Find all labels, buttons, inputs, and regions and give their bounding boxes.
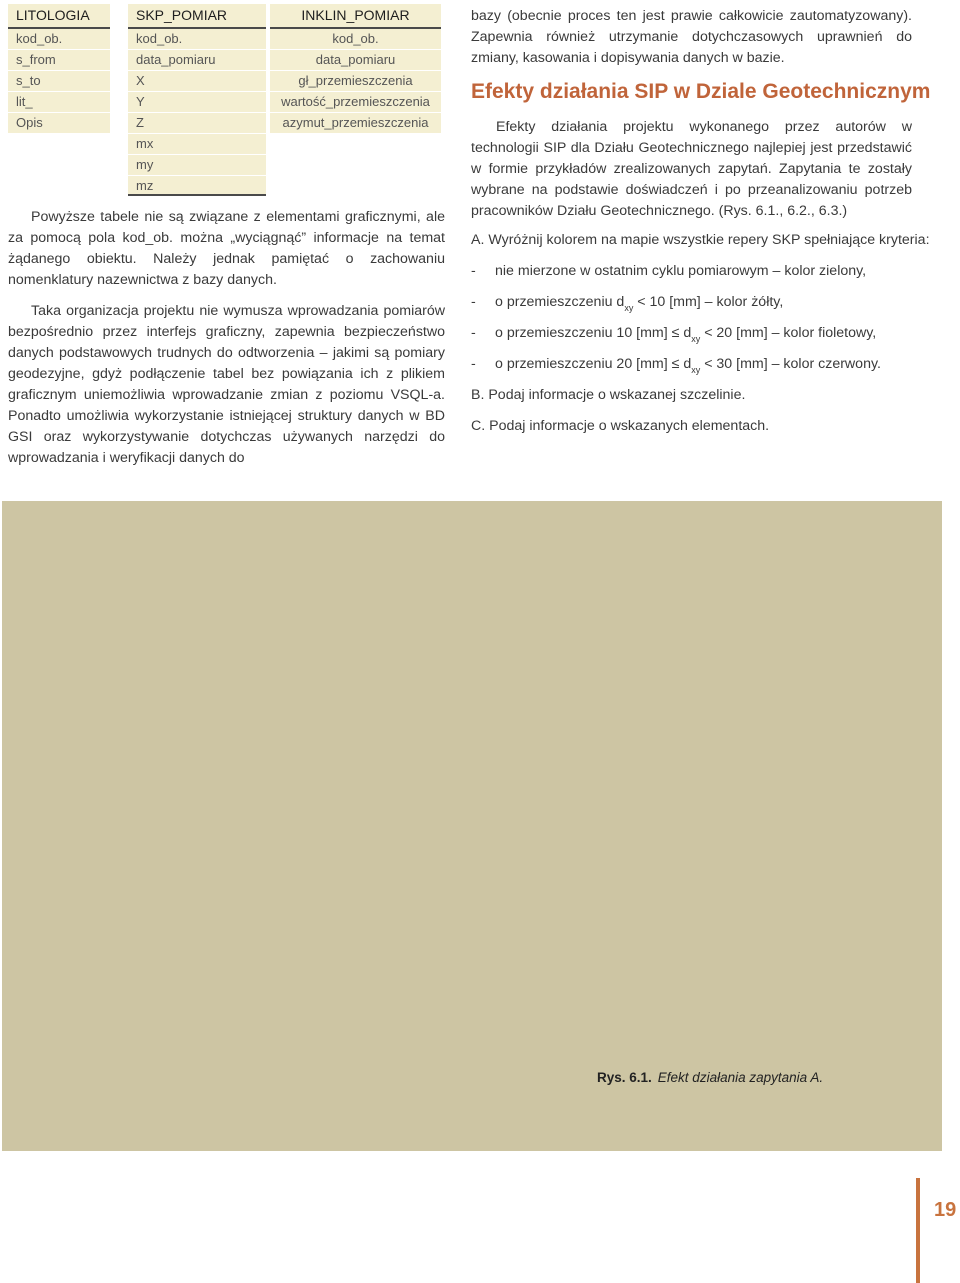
figure-caption-text: Efekt działania zapytania A.: [657, 1070, 824, 1085]
table-row: lit_: [8, 92, 110, 113]
figure-caption: [597, 1070, 823, 1085]
table-header: SKP_POMIAR: [128, 4, 266, 29]
criterion-text: o przemieszczeniu 10 [mm] ≤ d: [495, 325, 692, 341]
criterion-text: nie mierzone w ostatnim cyklu pomiarowym – kolor zielony,: [495, 263, 867, 279]
page-number: 19: [934, 1199, 957, 1221]
query-a: A. Wyróżnij kolorem na mapie wszystkie repery SKP spełniające kryteria:: [471, 232, 930, 248]
bullet-dash: -: [471, 325, 476, 341]
table-row: Y: [128, 92, 266, 113]
figure-map-placeholder: [2, 501, 942, 1151]
table-row: my: [128, 155, 266, 176]
criterion-item: [471, 294, 784, 313]
table-row: Opis: [8, 113, 110, 134]
bullet-dash: -: [471, 294, 476, 310]
table-row: s_from: [8, 50, 110, 71]
criterion-text: < 30 [mm] – kolor czerwony.: [700, 356, 881, 372]
table-row: X: [128, 71, 266, 92]
table-row: kod_ob.: [270, 29, 441, 50]
section-heading: Efekty działania SIP w Dziale Geotechnicznym: [471, 80, 931, 103]
table-row: Z: [128, 113, 266, 134]
table-row: data_pomiaru: [270, 50, 441, 71]
table-header: LITOLOGIA: [8, 4, 110, 29]
figure-label: Rys. 6.1.: [597, 1070, 652, 1085]
subscript: xy: [691, 365, 701, 375]
table-row: wartość_przemieszczenia: [270, 92, 441, 113]
criterion-item: [471, 263, 866, 279]
body-paragraph: Efekty działania projektu wykonanego przez autorów w technologii SIP dla Działu Geotechnicznego najlepiej jest przedstawić w formie przykładów zrealizowanych zapytań. Zapytania te zostały wybrane na podstawie doświadczeń i po przeanalizowaniu potrzeb pracowników Działu Geotechnicznego. (Rys. 6.1., 6.2., 6.3.): [471, 119, 912, 219]
body-paragraph: bazy (obecnie proces ten jest prawie całkowicie zautomatyzowany). Zapewnia również utrzymanie dotychczasowych uprawnień do zmiany, kasowania i dopisywania danych w bazie.: [471, 8, 912, 66]
table-header: INKLIN_POMIAR: [270, 4, 441, 29]
criterion-text: o przemieszczeniu d: [495, 294, 625, 310]
table-row: mz: [128, 176, 266, 197]
table-litologia: [8, 4, 110, 134]
bullet-dash: -: [471, 356, 476, 372]
criterion-item: [471, 356, 881, 375]
criterion-text: o przemieszczeniu 20 [mm] ≤ d: [495, 356, 692, 372]
table-skp-pomiar: [128, 4, 266, 197]
subscript: xy: [691, 334, 701, 344]
body-paragraph: Taka organizacja projektu nie wymusza wprowadzania pomiarów bezpośrednio przez interfejs graficzny, zapewnia bezpieczeństwo danych podstawowych trudnych do odtworzenia – jakimi są pomiary geodezyjne, gdyż podłączenie tabel bez powiązania ich z plikiem graficznym uniemożliwia wprowadzanie zmian z poziomu VSQL-a. Ponadto umożliwia wykorzystanie istniejącej struktury danych w BD GSI oraz wykorzystywanie dotychczas używanych narzędzi do wprowadzania i weryfikacji danych do: [8, 303, 445, 466]
table-row: data_pomiaru: [128, 50, 266, 71]
table-row: kod_ob.: [128, 29, 266, 50]
criterion-text: < 10 [mm] – kolor żółty,: [633, 294, 784, 310]
body-paragraph: Powyższe tabele nie są związane z elementami graficznymi, ale za pomocą pola kod_ob. można „wyciągnąć” informacje na temat żądanego obiektu. Należy jednak pamiętać o zachowaniu nomenklatury nazewnictwa z bazy danych.: [8, 209, 445, 288]
table-bottom-rule: [128, 194, 266, 196]
query-b: B. Podaj informacje o wskazanej szczelinie.: [471, 387, 746, 403]
table-row: kod_ob.: [8, 29, 110, 50]
table-inklin-pomiar: [270, 4, 441, 134]
subscript: xy: [624, 303, 634, 313]
table-row: mx: [128, 134, 266, 155]
table-row: s_to: [8, 71, 110, 92]
query-c: C. Podaj informacje o wskazanych elementach.: [471, 418, 770, 434]
bullet-dash: -: [471, 263, 476, 279]
table-row: gł_przemieszczenia: [270, 71, 441, 92]
criterion-item: [471, 325, 877, 344]
table-row: azymut_przemieszczenia: [270, 113, 441, 134]
page-number-bar: [916, 1178, 920, 1283]
criterion-text: < 20 [mm] – kolor fioletowy,: [700, 325, 877, 341]
